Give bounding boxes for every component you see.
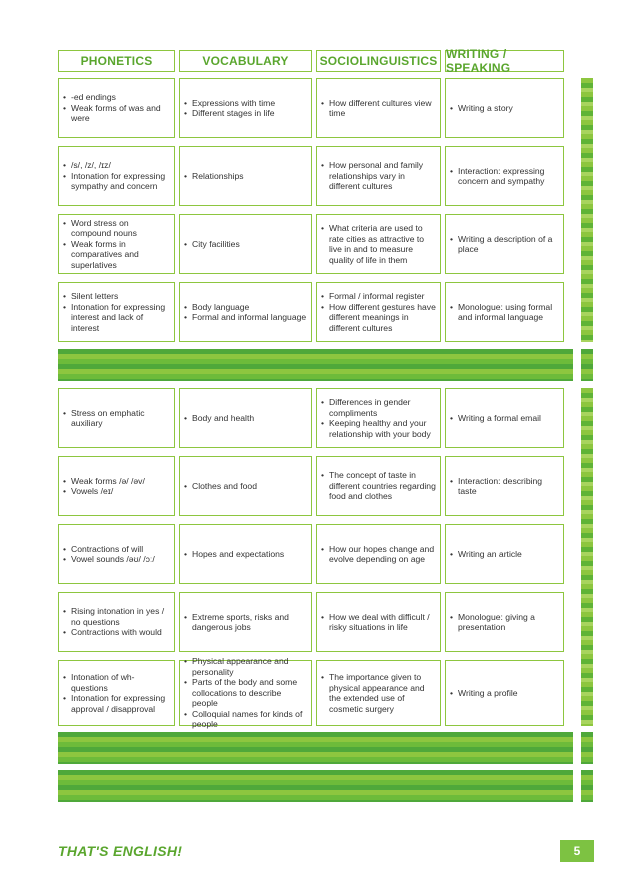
list-item: • Formal and informal language (184, 312, 307, 323)
list-item: • Writing a description of a place (450, 234, 559, 255)
writing-speaking-cell (445, 524, 564, 584)
bullet-list (450, 413, 559, 424)
bullet-list (450, 103, 559, 114)
sociolinguistics-cell (316, 78, 441, 138)
bullet-list (321, 544, 436, 565)
list-item: • Formal / informal register (321, 291, 436, 302)
header-phonetics: PHONETICS (58, 50, 175, 72)
sociolinguistics-cell (316, 214, 441, 274)
list-item: • Keeping healthy and your relationship with your body (321, 418, 436, 439)
list-item: • -ed endings (63, 92, 170, 103)
list-item: • Writing a story (450, 103, 559, 114)
green-band (58, 732, 573, 764)
bullet-list (63, 606, 170, 638)
table-row (58, 592, 564, 652)
table-row (58, 388, 564, 448)
sociolinguistics-cell (316, 660, 441, 726)
bullet-list (63, 92, 170, 124)
list-item: • Intonation for expressing approval / disapproval (63, 693, 170, 714)
bullet-list (450, 234, 559, 255)
writing-speaking-cell (445, 592, 564, 652)
list-item: • Weak forms of was and were (63, 103, 170, 124)
bullet-list (450, 549, 559, 560)
list-item: • Writing a profile (450, 688, 559, 699)
list-item: • Colloquial names for kinds of people (184, 709, 307, 730)
bullet-list (63, 408, 170, 429)
list-item: • How personal and family relationships vary in different cultures (321, 160, 436, 192)
table-row (58, 214, 564, 274)
bullet-list (321, 470, 436, 502)
phonetics-cell (58, 592, 175, 652)
green-band (58, 770, 573, 802)
sociolinguistics-cell (316, 592, 441, 652)
list-item: • Extreme sports, risks and dangerous jobs (184, 612, 307, 633)
bullet-list (184, 481, 307, 492)
list-item: • Hopes and expectations (184, 549, 307, 560)
bullet-list (450, 166, 559, 187)
list-item: • Vowel sounds /əʊ/ /ɔː/ (63, 554, 170, 565)
bullet-list (63, 291, 170, 333)
phonetics-cell (58, 78, 175, 138)
bullet-list (450, 302, 559, 323)
bullet-list (450, 476, 559, 497)
bullet-list (321, 223, 436, 265)
phonetics-cell (58, 214, 175, 274)
side-stripe (581, 78, 593, 342)
list-item: • Silent letters (63, 291, 170, 302)
page-number: 5 (560, 840, 594, 862)
bullet-list (184, 612, 307, 633)
phonetics-cell (58, 456, 175, 516)
bullet-list (321, 291, 436, 333)
column-header-row (58, 47, 564, 75)
list-item: • Interaction: describing taste (450, 476, 559, 497)
bullet-list (321, 612, 436, 633)
writing-speaking-cell (445, 456, 564, 516)
vocabulary-cell (179, 592, 312, 652)
header-sociolinguistics: SOCIOLINGUISTICS (316, 50, 441, 72)
bullet-list (184, 98, 307, 119)
sociolinguistics-cell (316, 282, 441, 342)
sociolinguistics-cell (316, 456, 441, 516)
bullet-list (184, 239, 307, 250)
bullet-list (321, 397, 436, 439)
list-item: • What criteria are used to rate cities as attractive to live in and to measure quality of life in them (321, 223, 436, 265)
phonetics-cell (58, 146, 175, 206)
vocabulary-cell (179, 146, 312, 206)
vocabulary-cell (179, 282, 312, 342)
list-item: • The concept of taste in different countries regarding food and clothes (321, 470, 436, 502)
list-item: • Stress on emphatic auxiliary (63, 408, 170, 429)
bullet-list (450, 688, 559, 699)
table-row (58, 456, 564, 516)
list-item: • Body language (184, 302, 307, 313)
table-row (58, 656, 564, 730)
brand-logo: THAT'S ENGLISH! (58, 843, 183, 859)
bullet-list (184, 549, 307, 560)
vocabulary-cell (179, 78, 312, 138)
bullet-list (184, 413, 307, 424)
bullet-list (321, 98, 436, 119)
bullet-list (184, 171, 307, 182)
list-item: • Monologue: giving a presentation (450, 612, 559, 633)
bullet-list (63, 160, 170, 192)
bullet-list (184, 302, 307, 323)
sociolinguistics-cell (316, 524, 441, 584)
list-item: • Rising intonation in yes / no questions (63, 606, 170, 627)
writing-speaking-cell (445, 214, 564, 274)
list-item: • Writing an article (450, 549, 559, 560)
header-writing-speaking: WRITING / SPEAKING (445, 50, 564, 72)
side-stripe (581, 388, 593, 726)
phonetics-cell (58, 660, 175, 726)
bullet-list (63, 476, 170, 497)
writing-speaking-cell (445, 146, 564, 206)
bullet-list (63, 544, 170, 565)
bullet-list (63, 672, 170, 714)
list-item: • /s/, /z/, /ɪz/ (63, 160, 170, 171)
list-item: • Parts of the body and some collocations to describe people (184, 677, 307, 709)
list-item: • Clothes and food (184, 481, 307, 492)
bullet-list (321, 672, 436, 714)
vocabulary-cell (179, 524, 312, 584)
bullet-list (321, 160, 436, 192)
list-item: • Body and health (184, 413, 307, 424)
list-item: • Word stress on compound nouns (63, 218, 170, 239)
table-row (58, 78, 564, 138)
list-item: • Intonation for expressing sympathy and concern (63, 171, 170, 192)
list-item: • Physical appearance and personality (184, 656, 307, 677)
writing-speaking-cell (445, 388, 564, 448)
list-item: • Vowels /eɪ/ (63, 486, 170, 497)
list-item: • Weak forms in comparatives and superlatives (63, 239, 170, 271)
list-item: • Different stages in life (184, 108, 307, 119)
vocabulary-cell (179, 656, 312, 730)
writing-speaking-cell (445, 282, 564, 342)
green-band-side (581, 349, 593, 381)
phonetics-cell (58, 388, 175, 448)
bullet-list (63, 218, 170, 271)
vocabulary-cell (179, 388, 312, 448)
table-row (58, 146, 564, 206)
sociolinguistics-cell (316, 146, 441, 206)
list-item: • How we deal with difficult / risky situations in life (321, 612, 436, 633)
table-row (58, 282, 564, 342)
list-item: • How different gestures have different meanings in different cultures (321, 302, 436, 334)
bullet-list (450, 612, 559, 633)
list-item: • Weak forms /ə/ /əv/ (63, 476, 170, 487)
list-item: • How different cultures view time (321, 98, 436, 119)
header-vocabulary: VOCABULARY (179, 50, 312, 72)
writing-speaking-cell (445, 78, 564, 138)
table-row (58, 524, 564, 584)
green-band-side (581, 732, 593, 764)
list-item: • Expressions with time (184, 98, 307, 109)
list-item: • City facilities (184, 239, 307, 250)
list-item: • Monologue: using formal and informal language (450, 302, 559, 323)
list-item: • Intonation for expressing interest and lack of interest (63, 302, 170, 334)
phonetics-cell (58, 282, 175, 342)
sociolinguistics-cell (316, 388, 441, 448)
list-item: • The importance given to physical appearance and the extended use of cosmetic surgery (321, 672, 436, 714)
vocabulary-cell (179, 214, 312, 274)
bullet-list (184, 656, 307, 730)
green-band (58, 349, 573, 381)
list-item: • Intonation of wh- questions (63, 672, 170, 693)
green-band-side (581, 770, 593, 802)
list-item: • Differences in gender compliments (321, 397, 436, 418)
list-item: • Interaction: expressing concern and sympathy (450, 166, 559, 187)
vocabulary-cell (179, 456, 312, 516)
phonetics-cell (58, 524, 175, 584)
list-item: • Writing a formal email (450, 413, 559, 424)
writing-speaking-cell (445, 660, 564, 726)
list-item: • Contractions with would (63, 627, 170, 638)
list-item: • How our hopes change and evolve depending on age (321, 544, 436, 565)
list-item: • Relationships (184, 171, 307, 182)
list-item: • Contractions of will (63, 544, 170, 555)
